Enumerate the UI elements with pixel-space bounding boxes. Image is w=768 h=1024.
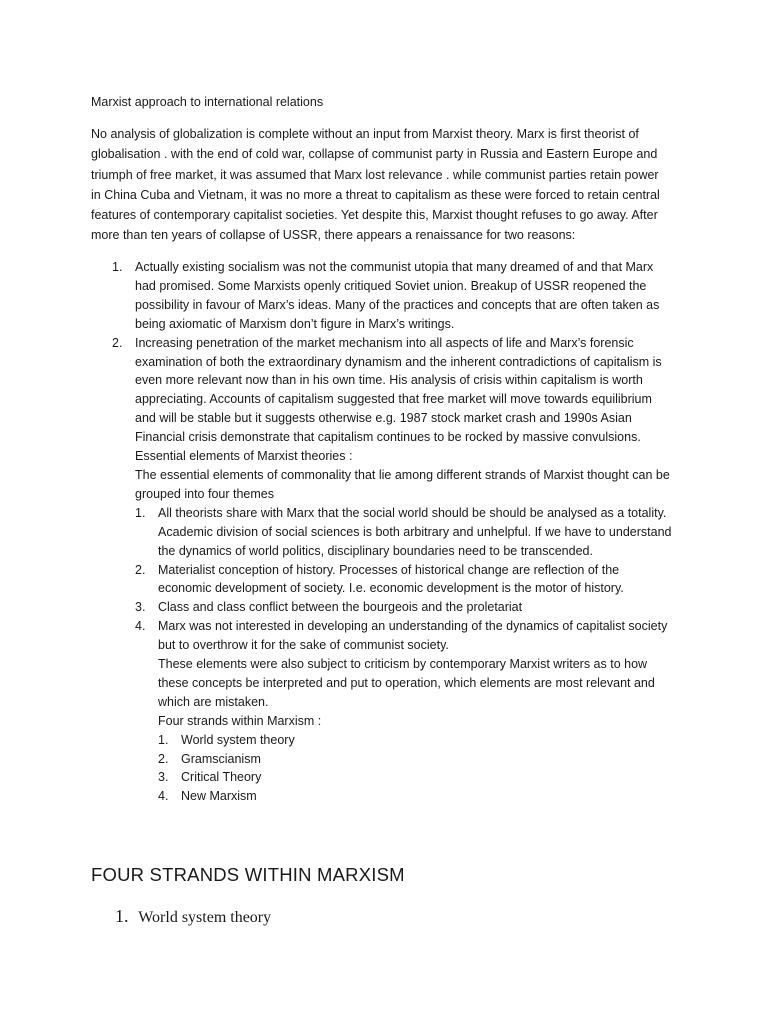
list-number: 4. xyxy=(158,789,169,804)
list-number: 1. xyxy=(158,732,169,747)
list-text: All theorists share with Marx that the social world should be should be analysed as a totality. Academic division of social sciences is both arbitrary and unhelpful. If we have to understand the dynamics of world politics, disciplinary boundaries need to be transcended. xyxy=(158,505,672,558)
strands-intro: Four strands within Marxism : xyxy=(158,713,322,728)
list-text: World system theory xyxy=(181,732,295,747)
criticism-paragraph: These elements were also subject to criticism by contemporary Marxist writers as to how these concepts be interpreted and put to operation, which elements are most relevant and which are mistaken. xyxy=(158,657,655,709)
list-text: New Marxism xyxy=(181,789,257,804)
list-number: 1. xyxy=(112,260,123,274)
list-number: 1. xyxy=(135,505,146,520)
list-text: Increasing penetration of the market mechanism into all aspects of life and Marx’s forensic examination of both the extraordinary dynamism and the inherent contradictions of capitalism is even more relevant now than in his own time. His analysis of crisis within capitalism is worth appreciating. Accounts of capitalism suggested that free market will move towards equilibrium and will be stable but it suggests otherwise e.g. 1987 stock market crash and 1990s Asian Financial crisis demonstrate that capitalism continues to be rocked by massive convulsions. xyxy=(135,335,662,445)
list-number: 4. xyxy=(135,619,146,634)
themes-list xyxy=(135,504,672,807)
list-number: 3. xyxy=(135,600,146,615)
document-title: Marxist approach to international relations xyxy=(91,95,324,109)
list-text: Gramscianism xyxy=(181,751,261,766)
section-item-text: World system theory xyxy=(138,909,272,926)
section-item xyxy=(115,906,271,927)
list-text: Marx was not interested in developing an understanding of the dynamics of capitalist society but to overthrow it for the sake of communist society. xyxy=(158,619,668,653)
strands-list xyxy=(158,731,672,807)
list-item xyxy=(158,750,672,769)
reasons-list xyxy=(112,258,672,806)
list-text: Class and class conflict between the bourgeois and the proletariat xyxy=(158,600,523,615)
list-item xyxy=(112,334,672,807)
intro-paragraph: No analysis of globalization is complete without an input from Marxist theory. Marx is first theorist of globalisation . with the end of cold war, collapse of communist party in Russia and Eastern Europe and triumph of free market, it was assumed that Marx lost relevance . while communist parties retain power in China Cuba and Vietnam, it was no more a threat to capitalism as these were forced to retain central features of contemporary capitalist societies. Yet despite this, Marxist thought refuses to go away. After more than ten years of collapse of USSR, there appears a renaissance for two reasons: xyxy=(91,127,660,243)
list-item xyxy=(158,787,672,806)
list-item xyxy=(135,504,672,561)
list-number: 2. xyxy=(135,562,146,577)
list-item xyxy=(158,731,672,750)
list-item xyxy=(112,258,672,334)
list-text: Materialist conception of history. Processes of historical change are reflection of the economic development of society. I.e. economic development is the motor of history. xyxy=(158,562,624,596)
essential-heading: Essential elements of Marxist theories : xyxy=(135,449,353,464)
list-number: 3. xyxy=(158,770,169,785)
essential-intro: The essential elements of commonality that lie among different strands of Marxist thought can be grouped into four themes xyxy=(135,467,670,501)
list-text: Actually existing socialism was not the communist utopia that many dreamed of and that Marx had promised. Some Marxists openly critiqued Soviet union. Breakup of USSR reopened the possibility in favour of Marx’s ideas. Many of the practices and concepts that are often taken as being axiomatic of Marxism don’t figure in Marx’s writings. xyxy=(135,260,660,331)
list-item xyxy=(158,768,672,787)
list-number: 2. xyxy=(158,751,169,766)
section-item-number: 1. xyxy=(115,906,129,926)
list-item xyxy=(135,598,672,617)
section-heading: FOUR STRANDS WITHIN MARXISM xyxy=(91,864,405,885)
list-number: 2. xyxy=(112,335,123,350)
list-text: Critical Theory xyxy=(181,770,262,785)
list-item xyxy=(135,617,672,806)
list-item xyxy=(135,561,672,599)
